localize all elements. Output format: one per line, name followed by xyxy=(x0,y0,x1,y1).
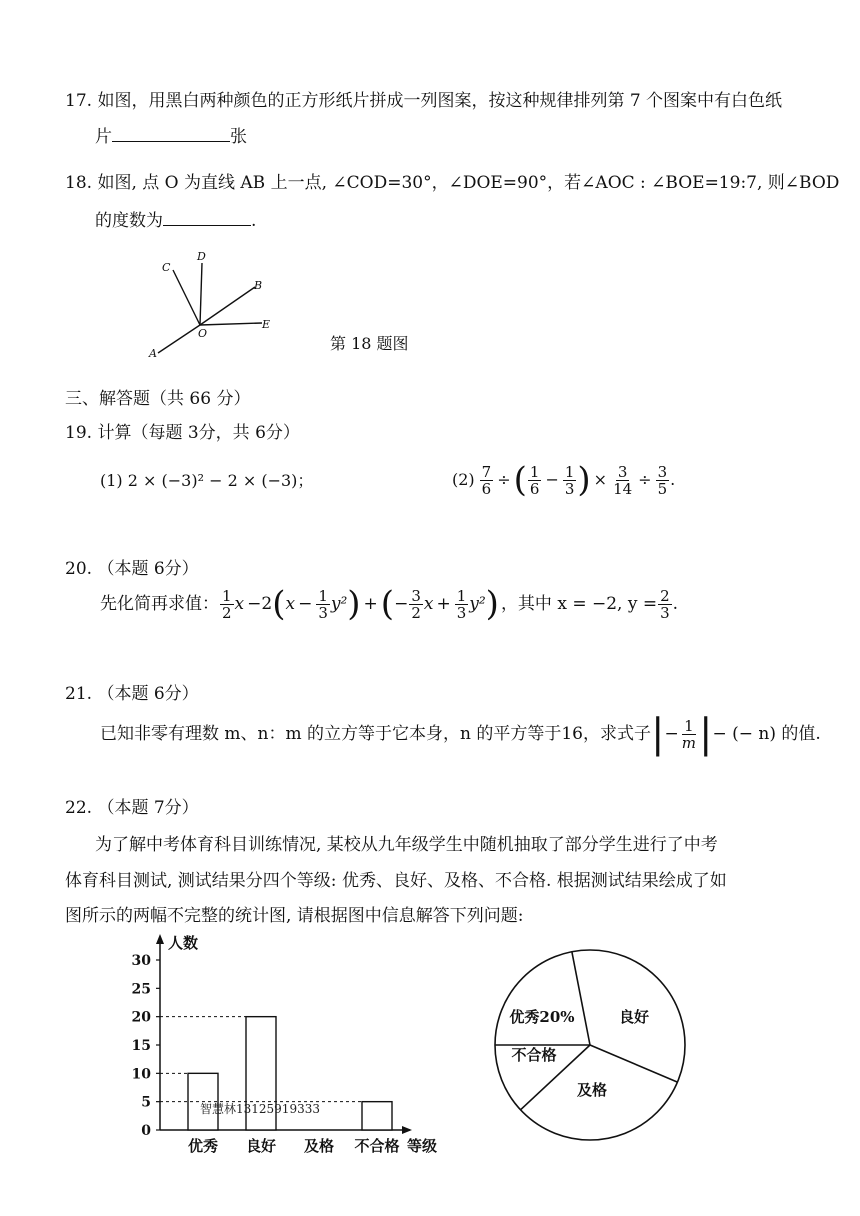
q21-title: 21. （本题 6分） xyxy=(65,684,199,704)
y-tick-label: 30 xyxy=(131,953,151,969)
q20-title: 20. （本题 6分） xyxy=(65,559,199,579)
q19-p1-expr: 2 × (−3)² − 2 × (−3)； xyxy=(127,471,314,490)
q21-text xyxy=(100,712,821,756)
paren-left: ( xyxy=(272,584,286,624)
label-D: D xyxy=(197,250,206,263)
pie-label: 不合格 xyxy=(511,1046,557,1064)
bar-不合格 xyxy=(362,1102,392,1130)
bar-chart xyxy=(120,930,470,1160)
ray-OB xyxy=(200,287,255,325)
label-C: C xyxy=(162,261,171,274)
minus-sign: − xyxy=(545,470,559,489)
x-tick-label: 优秀 xyxy=(187,1137,219,1155)
q18-caption: 第 18 题图 xyxy=(330,334,409,353)
q17-line2-post: 张 xyxy=(230,127,247,147)
paren-left: ( xyxy=(513,460,527,500)
label-E: E xyxy=(262,318,271,331)
q20-f-1-3b: $\frac{1}{3}$ xyxy=(456,586,467,622)
var-x: x xyxy=(285,594,296,614)
q19-part1 xyxy=(100,470,313,492)
paren-right: ) xyxy=(347,584,361,624)
q17-answer-blank[interactable] xyxy=(112,125,230,142)
period: . xyxy=(672,594,679,614)
q19-title: 19. 计算（每题 3分，共 6分） xyxy=(65,423,300,443)
q19-f-1-6: $\frac{1}{6}$ xyxy=(529,462,540,498)
q21-statement: 已知非零有理数 m、n：m 的立方等于它本身，n 的平方等于16，求式子 xyxy=(100,724,651,744)
q18-line2 xyxy=(95,209,256,232)
y-tick-label: 15 xyxy=(131,1038,151,1054)
q20-f-2-3: $\frac{2}{3}$ xyxy=(660,586,670,622)
x-axis-arrow xyxy=(402,1126,412,1134)
watermark-text: 智慧林13125919333 xyxy=(200,1102,320,1116)
plus-sign: + xyxy=(363,594,378,614)
q22-line3: 图所示的两幅不完整的统计图, 请根据图中信息解答下列问题: xyxy=(65,906,524,926)
q18-line1: 18. 如图, 点 O 为直线 AB 上一点, ∠COD=30°，∠DOE=90°，若∠AOC : ∠BOE=19:7, 则∠BOD xyxy=(65,173,840,193)
ray-OA xyxy=(158,325,200,353)
q22-line1: 为了解中考体育科目训练情况, 某校从九年级学生中随机抽取了部分学生进行了中考 xyxy=(95,835,718,855)
q20-intro: 先化简再求值： xyxy=(100,594,219,614)
pie-label: 良好 xyxy=(618,1008,650,1026)
x-tick-label: 及格 xyxy=(303,1137,335,1155)
x-axis-label: 等级 xyxy=(406,1137,438,1155)
y-tick-label: 25 xyxy=(131,981,151,998)
pie-chart xyxy=(490,945,690,1145)
x-tick-label: 不合格 xyxy=(354,1137,400,1155)
q21-after: − (− n) 的值. xyxy=(712,724,821,744)
q20-f-1-3: $\frac{1}{3}$ xyxy=(318,586,328,622)
q22-line2: 体育科目测试, 测试结果分四个等级: 优秀、良好、及格、不合格. 根据测试结果绘成了如 xyxy=(65,871,727,891)
minus-sign: − xyxy=(298,594,313,614)
q17-line2-pre: 片 xyxy=(95,127,112,147)
q21-f-1-m: $\frac{1}{m}$ xyxy=(681,716,696,752)
var-y2: y² xyxy=(330,594,348,614)
q19-p2-label: (2) xyxy=(452,470,475,489)
minus-sign: − xyxy=(664,724,679,744)
ray-OD xyxy=(200,263,202,325)
q18-figure xyxy=(140,245,290,360)
var-y2: y² xyxy=(469,594,486,614)
y-tick-label: 20 xyxy=(131,1009,151,1026)
y-tick-label: 10 xyxy=(131,1066,151,1083)
ray-OE xyxy=(200,323,262,325)
times-sign: × xyxy=(593,470,608,489)
q19-f-3-14: $\frac{3}{14}$ xyxy=(613,462,633,498)
y-axis-arrow xyxy=(156,934,164,944)
q18-line2-post: . xyxy=(251,211,257,231)
var-x: x xyxy=(234,594,245,614)
abs-bar-right: | xyxy=(698,711,713,757)
q20-expression xyxy=(100,582,678,626)
q19-p1-label: (1) xyxy=(100,471,123,490)
section3-title: 三、解答题（共 66 分） xyxy=(65,389,251,409)
ray-OC xyxy=(173,270,200,325)
q22-title: 22. （本题 7分） xyxy=(65,798,199,818)
term: −2 xyxy=(247,594,273,614)
q17-line1: 17. 如图，用黑白两种颜色的正方形纸片拼成一列图案，按这种规律排列第 7 个图案中有白色纸 xyxy=(65,91,783,111)
label-B: B xyxy=(254,279,263,292)
var-x: x xyxy=(423,594,434,614)
abs-bar-left: | xyxy=(650,711,665,757)
q20-condition: ，其中 x = −2, y = xyxy=(500,594,658,614)
divide-sign: ÷ xyxy=(638,470,652,489)
q17-line2 xyxy=(95,125,247,148)
q18-line2-pre: 的度数为 xyxy=(95,211,163,231)
period: . xyxy=(670,470,676,489)
paren-left: ( xyxy=(380,584,395,624)
y-tick-label: 0 xyxy=(141,1123,151,1139)
q19-f-3-5: $\frac{3}{5}$ xyxy=(657,462,668,498)
paren-right: ) xyxy=(577,460,591,500)
q19-f-7-6: $\frac{7}{6}$ xyxy=(481,462,492,498)
label-A: A xyxy=(149,347,157,360)
minus-sign: − xyxy=(394,594,409,614)
q20-f-1-2: $\frac{1}{2}$ xyxy=(222,586,232,622)
x-tick-label: 良好 xyxy=(245,1137,277,1155)
y-axis-label: 人数 xyxy=(168,934,199,952)
y-tick-label: 5 xyxy=(141,1094,151,1111)
pie-label: 及格 xyxy=(576,1081,608,1099)
q20-f-3-2: $\frac{3}{2}$ xyxy=(411,586,421,622)
q18-answer-blank[interactable] xyxy=(163,209,251,226)
q19-f-1-3: $\frac{1}{3}$ xyxy=(564,462,575,498)
pie-label: 优秀20% xyxy=(509,1008,575,1026)
q19-part2 xyxy=(452,458,675,502)
plus-sign: + xyxy=(436,594,451,614)
label-O: O xyxy=(198,327,208,340)
divide-sign: ÷ xyxy=(497,470,511,489)
paren-right: ) xyxy=(485,584,499,624)
